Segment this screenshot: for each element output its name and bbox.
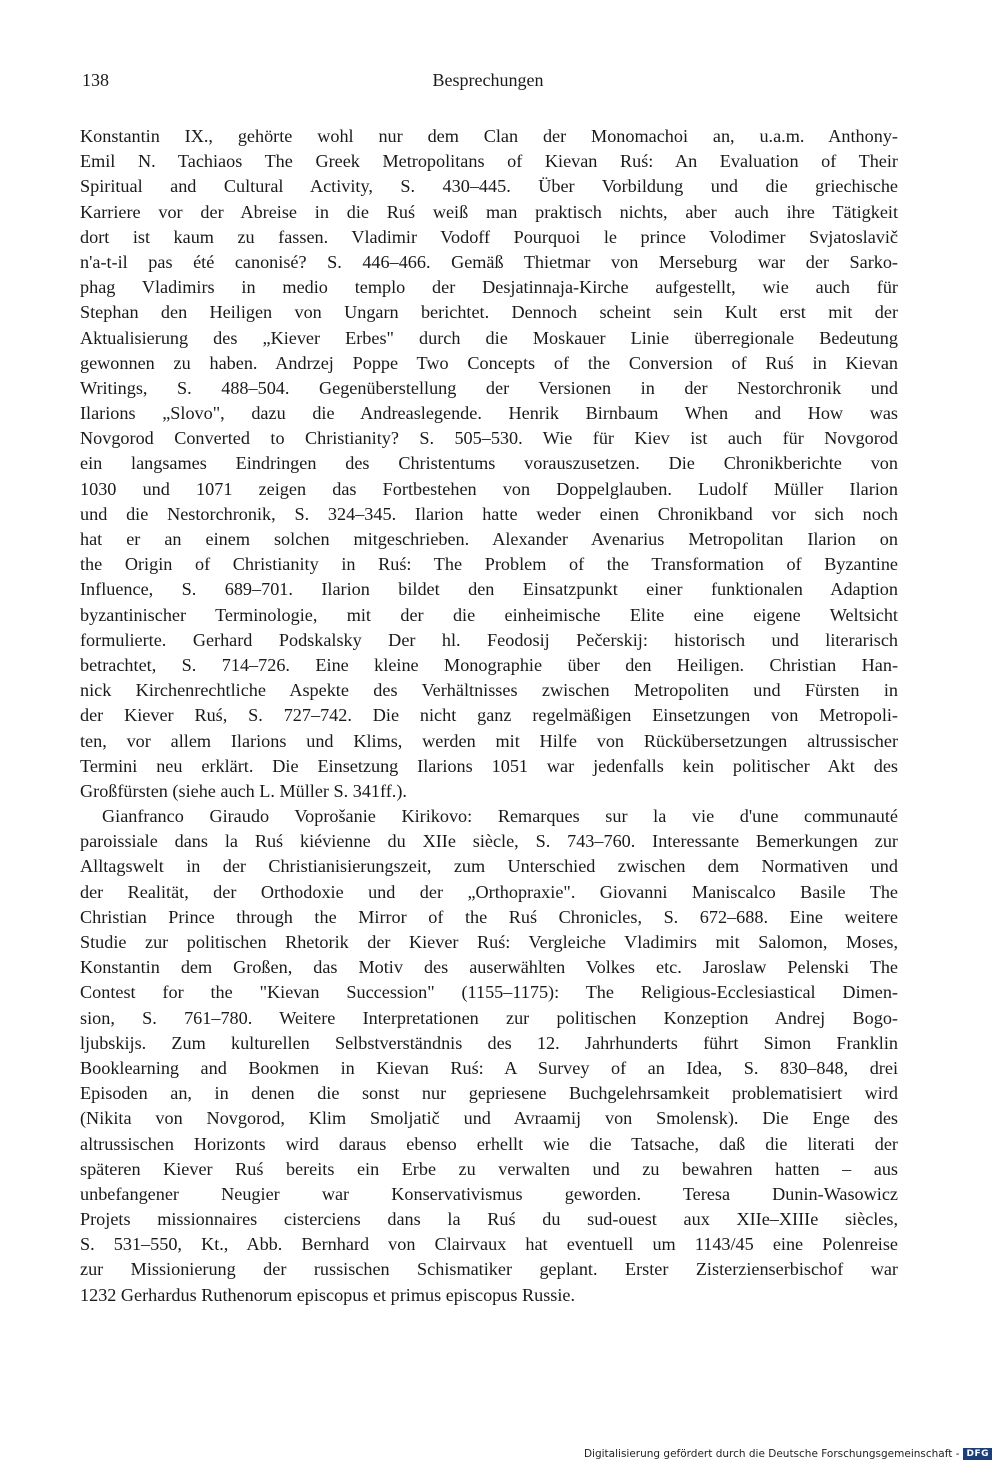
text-line: hat er an einem solchen mitgeschrieben. Alexander Avenarius Metropolitan Ilarion on	[80, 529, 898, 549]
text-line: sion, S. 761–780. Weitere Interpretationen zur politischen Konzeption Andrej Bogo-	[80, 1007, 898, 1028]
text-line: ten, vor allem Ilarions und Klims, werden mit Hilfe von Rückübersetzungen altrussischer	[80, 730, 898, 751]
text-line: paroissiale dans la Ruś kiévienne du XIIe siècle, S. 743–760. Interessante Bemerkungen zur	[80, 831, 898, 852]
text-line: Christian Prince through the Mirror of the Ruś Chronicles, S. 672–688. Eine weitere	[80, 906, 898, 927]
text-line: Gianfranco Giraudo Voprošanie Kirikovo: Remarques sur la vie d'une communauté	[102, 806, 898, 827]
page-header	[80, 70, 896, 96]
text-line: formulierte. Gerhard Podskalsky Der hl. Feodosij Pečerskij: historisch und literarisch	[80, 629, 898, 650]
text-line: byzantinischer Terminologie, mit der die einheimische Elite eine eigene Weltsicht	[80, 604, 898, 625]
text-line: Writings, S. 488–504. Gegenüberstellung der Versionen in der Nestorchronik und	[80, 377, 898, 398]
text-line: späteren Kiever Ruś bereits ein Erbe zu verwalten und zu bewahren hatten – aus	[80, 1158, 898, 1179]
text-line: Novgorod Converted to Christianity? S. 505–530. Wie für Kiev ist auch für Novgorod	[80, 428, 898, 449]
text-line: S. 531–550, Kt., Abb. Bernhard von Clairvaux hat eventuell um 1143/45 eine Polenreise	[80, 1234, 898, 1255]
text-line: ein langsames Eindringen des Christentums vorauszusetzen. Die Chronikberichte von	[80, 453, 898, 474]
text-line: 1030 und 1071 zeigen das Fortbestehen von Doppelglauben. Ludolf Müller Ilarion	[80, 478, 898, 499]
text-line: dort ist kaum zu fassen. Vladimir Vodoff Pourquoi le prince Volodimer Svjatoslavič	[80, 226, 898, 247]
text-line: ljubskijs. Zum kulturellen Selbstverständnis des 12. Jahrhunderts führt Simon Franklin	[80, 1032, 898, 1053]
text-line: Großfürsten (siehe auch L. Müller S. 341ff.).	[80, 780, 407, 801]
text-line: Termini neu erklärt. Die Einsetzung Ilarions 1051 war jedenfalls kein politischer Akt des	[80, 755, 898, 776]
text-line: Contest for the "Kievan Succession" (1155–1175): The Religious-Ecclesiastical Dimen-	[80, 982, 898, 1003]
text-line: altrussischen Horizonts wird daraus ebenso erhellt wie die Tatsache, daß die literati der	[80, 1133, 898, 1154]
text-line: 1232 Gerhardus Ruthenorum episcopus et primus episcopus Russie.	[80, 1284, 576, 1305]
text-line: unbefangener Neugier war Konservativismus geworden. Teresa Dunin-Wasowicz	[80, 1183, 898, 1204]
review-text	[80, 124, 898, 1308]
text-line: und die Nestorchronik, S. 324–345. Ilarion hatte weder einen Chronikband vor sich noch	[80, 503, 898, 524]
page-number: 138	[82, 70, 109, 90]
text-line: nick Kirchenrechtliche Aspekte des Verhältnisses zwischen Metropoliten und Fürsten in	[80, 680, 898, 701]
text-line: Aktualisierung des „Kiever Erbes" durch die Moskauer Linie überregionale Bedeutung	[80, 327, 898, 348]
digitization-credit	[584, 1448, 992, 1460]
credit-text: Digitalisierung gefördert durch die Deutsche Forschungsgemeinschaft -	[583, 1448, 960, 1460]
text-line: gewonnen zu haben. Andrzej Poppe Two Concepts of the Conversion of Ruś in Kievan	[80, 352, 898, 373]
text-line: Booklearning and Bookmen in Kievan Ruś: A Survey of an Idea, S. 830–848, drei	[80, 1057, 898, 1078]
text-line: Studie zur politischen Rhetorik der Kiever Ruś: Vergleiche Vladimirs mit Salomon, Moses,	[80, 932, 898, 952]
text-line: Konstantin IX., gehörte wohl nur dem Clan der Monomachoi an, u.a.m. Anthony-	[80, 126, 898, 146]
text-line: Influence, S. 689–701. Ilarion bildet den Einsatzpunkt einer funktionalen Adaption	[80, 579, 898, 600]
running-title: Besprechungen	[432, 70, 544, 90]
text-line: n'a-t-il pas été canonisé? S. 446–466. Gemäß Thietmar von Merseburg war der Sarko-	[80, 251, 898, 272]
dfg-logo: DFG	[963, 1448, 992, 1460]
text-line: der Realität, der Orthodoxie und der „Orthopraxie". Giovanni Maniscalco Basile The	[80, 881, 898, 902]
text-line: Episoden an, in denen die sonst nur gepriesene Buchgelehrsamkeit problematisiert wird	[80, 1083, 898, 1104]
text-line: Ilarions „Slovo", dazu die Andreaslegende. Henrik Birnbaum When and How was	[80, 403, 898, 424]
text-line: (Nikita von Novgorod, Klim Smoljatič und Avraamij von Smolensk). Die Enge des	[80, 1108, 898, 1129]
text-line: the Origin of Christianity in Ruś: The Problem of the Transformation of Byzantine	[80, 554, 898, 575]
text-line: Konstantin dem Großen, das Motiv des auserwählten Volkes etc. Jaroslaw Pelenski The	[80, 957, 898, 978]
text-line: der Kiever Ruś, S. 727–742. Die nicht ganz regelmäßigen Einsetzungen von Metropoli-	[80, 705, 898, 726]
text-line: Emil N. Tachiaos The Greek Metropolitans of Kievan Ruś: An Evaluation of Their	[80, 151, 898, 172]
text-line: phag Vladimirs in medio templo der Desjatinnaja-Kirche aufgestellt, wie auch für	[80, 277, 898, 298]
text-line: Alltagswelt in der Christianisierungszeit, zum Unterschied zwischen dem Normativen und	[80, 856, 898, 877]
text-line: Spiritual and Cultural Activity, S. 430–445. Über Vorbildung und die griechische	[80, 176, 898, 197]
text-line: Projets missionnaires cisterciens dans la Ruś du sud-ouest aux XIIe–XIIIe siècles,	[80, 1209, 898, 1230]
text-line: betrachtet, S. 714–726. Eine kleine Monographie über den Heiligen. Christian Han-	[80, 654, 898, 675]
text-line: zur Missionierung der russischen Schismatiker geplant. Erster Zisterzienserbischof war	[80, 1259, 898, 1280]
text-line: Stephan den Heiligen von Ungarn berichtet. Dennoch scheint sein Kult erst mit der	[80, 302, 898, 323]
text-line: Karriere vor der Abreise in die Ruś weiß man praktisch nichts, aber auch ihre Tätigkeit	[80, 201, 898, 222]
